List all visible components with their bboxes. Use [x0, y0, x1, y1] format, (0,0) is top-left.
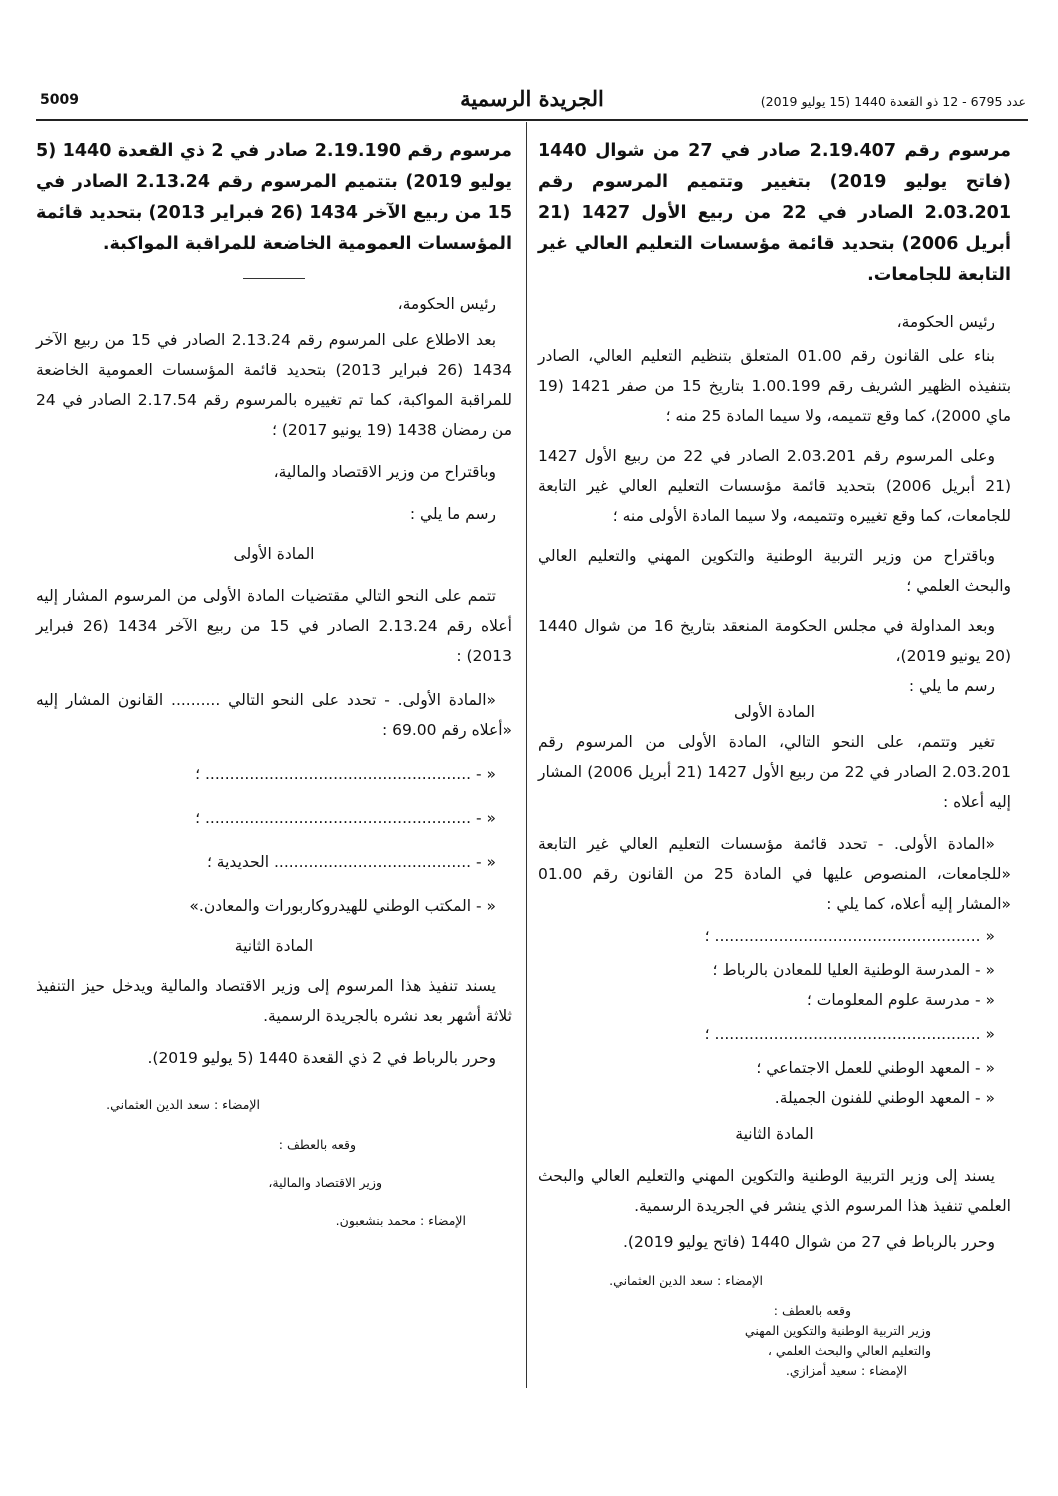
decreed-label: رسم ما يلي : [409, 505, 496, 523]
article-heading: المادة الثانية [735, 1125, 814, 1143]
paragraph: وباقتراح من وزير التربية الوطنية والتكوين المهني والتعليم العالي والبحث العلمي ؛ [538, 547, 1011, 595]
header-divider [36, 119, 1028, 121]
decree-title: مرسوم رقم 2.19.407 صادر في 27 من شوال 1440 (فاتح يوليو 2019) بتغيير وتتميم المرسوم رقم 2.03.201 الصادر في 22 من ربيع الأول 1427 (21 أبريل 2006) بتحديد قائمة مؤسسات التعليم العالي غير التابعة للجامعات. [538, 141, 1011, 285]
list-item: « - مدرسة علوم المعلومات ؛ [806, 991, 995, 1009]
paragraph: بناء على القانون رقم 01.00 المتعلق بتنظيم التعليم العالي، الصادر بتنفيذه الظهير الشريف رقم 1.00.199 بتاريخ 15 من صفر 1421 (19 ماي 2000)، كما وقع تتميمه، ولا سيما المادة 25 منه ؛ [538, 347, 1012, 425]
minister-title: والتعليم العالي والبحث العلمي ، [767, 1343, 931, 1358]
page-header [36, 86, 1028, 116]
article-text: يسند إلى وزير التربية الوطنية والتكوين المهني والتعليم العالي والبحث العلمي تنفيذ هذا المرسوم الذي ينشر في الجريدة الرسمية. [538, 1167, 1011, 1215]
article-quote: «المادة الأولى. - تحدد على النحو التالي .......... القانون المشار إليه «أعلاه رقم 69.00 : [36, 691, 512, 739]
list-item: « - المعهد الوطني للفنون الجميلة. [774, 1089, 995, 1107]
article-heading: المادة الأولى [734, 703, 815, 721]
minister-title: وزير التربية الوطنية والتكوين المهني [744, 1323, 931, 1338]
list-item: « - المدرسة الوطنية العليا للمعادن بالرباط ؛ [712, 961, 995, 979]
title-divider [243, 278, 305, 279]
article-heading: المادة الثانية [234, 937, 314, 955]
list-item: « - المكتب الوطني للهيدروكاربورات والمعادن.» [189, 897, 496, 915]
list-item: « ...................................................... ؛ [704, 1025, 995, 1043]
list-item: « ...................................................... ؛ [704, 927, 995, 945]
signature: الإمضاء : سعد الدين العثماني. [609, 1273, 763, 1288]
list-item: « - ........................................ الحديدية ؛ [206, 853, 496, 871]
done-at: وحرر بالرباط في 2 ذي القعدة 1440 (5 يوليو 2019). [147, 1049, 496, 1067]
list-item: « - المعهد الوطني للعمل الاجتماعي ؛ [756, 1059, 995, 1077]
paragraph: وبعد المداولة في مجلس الحكومة المنعقد بتاريخ 16 من شوال 1440 (20 يونيو 2019)، [538, 617, 1011, 665]
issue-info: عدد 6795 - 12 ذو القعدة 1440 (15 يوليو 2019) [760, 94, 1026, 109]
paragraph: وباقتراح من وزير الاقتصاد والمالية، [273, 463, 496, 481]
signature: الإمضاء : سعد الدين العثماني. [106, 1097, 260, 1112]
paragraph: بعد الاطلاع على المرسوم رقم 2.13.24 الصادر في 15 من ربيع الآخر 1434 (26 فبراير 2013) بتحديد قائمة المؤسسات العمومية الخاضعة للمراقبة المواكبة، كما تم تغييره بالمرسوم رقم 2.17.54 الصادر في 24 من رمضان 1438 (19 يونيو 2017) ؛ [36, 331, 512, 439]
list-item: « - ...................................................... ؛ [195, 765, 496, 783]
column-divider [526, 122, 527, 1388]
minister-signature: الإمضاء : محمد بنشعبون. [335, 1213, 466, 1228]
article-quote: «المادة الأولى. - تحدد قائمة مؤسسات التعليم العالي غير التابعة «للجامعات، المنصوص عليها في المادة 25 من القانون رقم 01.00 «المشار إليه أعلاه، كما يلي : [538, 835, 1011, 913]
paragraph: وعلى المرسوم رقم 2.03.201 الصادر في 22 من ربيع الأول 1427 (21 أبريل 2006) بتحديد قائمة مؤسسات التعليم العالي غير التابعة للجامعات، كما وقع تغييره وتتميمه، ولا سيما المادة الأولى منه ؛ [538, 447, 1011, 525]
decree-left-column [36, 130, 512, 1231]
done-at: وحرر بالرباط في 27 من شوال 1440 (فاتح يوليو 2019). [623, 1233, 995, 1251]
gazette-title: الجريدة الرسمية [460, 86, 604, 111]
minister-title: وزير الاقتصاد والمالية، [268, 1175, 382, 1190]
decreed-label: رسم ما يلي : [908, 677, 995, 695]
countersigned-label: وقعه بالعطف : [278, 1137, 356, 1152]
article-text: يسند تنفيذ هذا المرسوم إلى وزير الاقتصاد والمالية ويدخل حيز التنفيذ ثلاثة أشهر بعد نشره بالجريدة الرسمية. [36, 977, 512, 1025]
minister-signature: الإمضاء : سعيد أمزازي. [785, 1363, 907, 1378]
list-item: « - ...................................................... ؛ [195, 809, 496, 827]
countersigned-label: وقعه بالعطف : [773, 1303, 851, 1318]
article-text: تتمم على النحو التالي مقتضيات المادة الأولى من المرسوم المشار إليه أعلاه رقم 2.13.24 الصادر في 15 من ربيع الآخر 1434 (26 فبراير 2013) : [36, 587, 512, 665]
head-of-government: رئيس الحكومة، [397, 295, 496, 313]
decree-title: مرسوم رقم 2.19.190 صادر في 2 ذي القعدة 1440 (5 يوليو 2019) بتتميم المرسوم رقم 2.13.24 الصادر في 15 من ربيع الآخر 1434 (26 فبراير 2013) بتحديد قائمة المؤسسات العمومية الخاضعة للمراقبة المواكبة. [36, 141, 512, 254]
page-number: 5009 [40, 92, 79, 108]
article-text: تغير وتتمم، على النحو التالي، المادة الأولى من المرسوم رقم 2.03.201 الصادر في 22 من ربيع الأول 1427 (21 أبريل 2006) المشار إليه أعلاه : [538, 733, 1011, 811]
article-heading: المادة الأولى [233, 545, 315, 563]
decree-right-column [538, 130, 1011, 1381]
head-of-government: رئيس الحكومة، [896, 313, 995, 331]
